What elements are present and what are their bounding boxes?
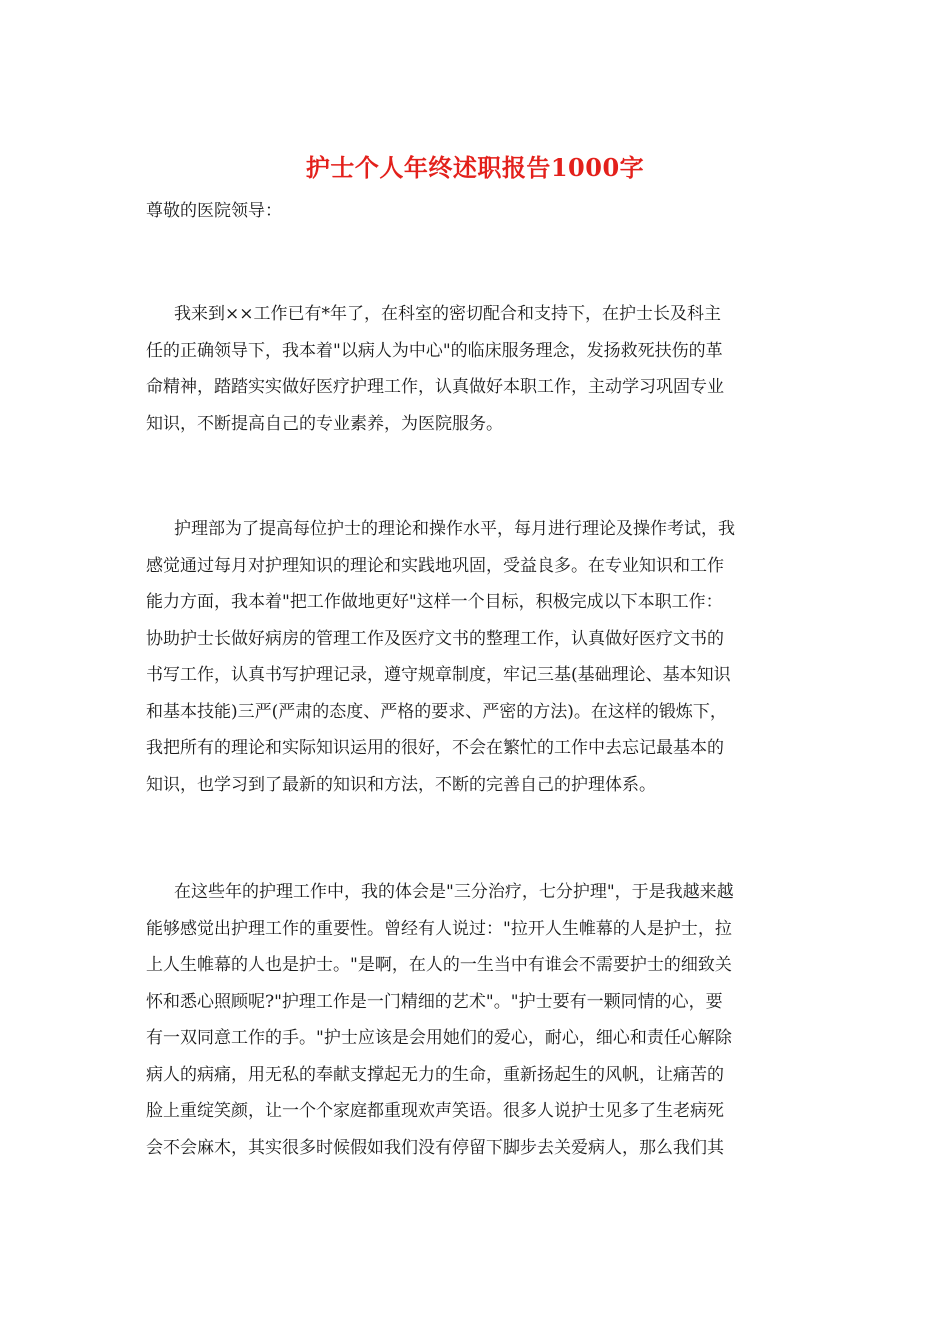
- paragraph-3: [146, 874, 810, 1166]
- paragraph-line: 任的正确领导下，我本着"以病人为中心"的临床服务理念，发扬救死扶伤的革: [146, 340, 723, 361]
- document-title: 护士个人年终述职报告1000字: [305, 153, 645, 182]
- paragraph-line: 护理部为了提高每位护士的理论和操作水平，每月进行理论及操作考试，我: [174, 519, 735, 539]
- paragraph-line: 我把所有的理论和实际知识运用的很好，不会在繁忙的工作中去忘记最基本的: [146, 738, 724, 758]
- paragraph-line: 能够感觉出护理工作的重要性。曾经有人说过："拉开人生帷幕的人是护士，拉: [146, 918, 732, 939]
- paragraph-line: 知识，不断提高自己的专业素养，为医院服务。: [146, 413, 503, 434]
- paragraph-line: 协助护士长做好病房的管理工作及医疗文书的整理工作，认真做好医疗文书的: [146, 628, 724, 649]
- paragraph-line: 会不会麻木，其实很多时候假如我们没有停留下脚步去关爱病人，那么我们其: [146, 1137, 724, 1158]
- paragraph-line: 怀和悉心照顾呢?"护理工作是一门精细的艺术"。"护士要有一颗同情的心，要: [146, 991, 723, 1012]
- paragraph-line: 脸上重绽笑颜，让一个个家庭都重现欢声笑语。很多人说护士见多了生老病死: [146, 1101, 724, 1121]
- paragraph-line: 病人的病痛，用无私的奉献支撑起无力的生命，重新扬起生的风帆，让痛苦的: [146, 1064, 724, 1085]
- paragraph-1: [146, 296, 810, 442]
- paragraph-line: 我来到××工作已有*年了，在科室的密切配合和支持下，在护士长及科主: [174, 304, 721, 324]
- paragraph-line: 能力方面，我本着"把工作做地更好"这样一个目标，积极完成以下本职工作：: [146, 592, 723, 612]
- paragraph-line: 和基本技能)三严(严肃的态度、严格的要求、严密的方法)。在这样的锻炼下，: [146, 701, 727, 722]
- salutation: 尊敬的医院领导：: [146, 201, 282, 221]
- paragraph-line: 感觉通过每月对护理知识的理论和实践地巩固，受益良多。在专业知识和工作: [146, 555, 724, 576]
- paragraph-line: 上人生帷幕的人也是护士。"是啊，在人的一生当中有谁会不需要护士的细致关: [146, 955, 732, 975]
- paragraph-line: 有一双同意工作的手。"护士应该是会用她们的爱心，耐心，细心和责任心解除: [146, 1028, 732, 1048]
- paragraph-line: 在这些年的护理工作中，我的体会是"三分治疗，七分护理"，于是我越来越: [174, 882, 734, 902]
- paragraph-2: [146, 511, 810, 803]
- paragraph-line: 书写工作，认真书写护理记录，遵守规章制度，牢记三基(基础理论、基本知识: [146, 665, 731, 685]
- paragraph-line: 命精神，踏踏实实做好医疗护理工作，认真做好本职工作，主动学习巩固专业: [146, 377, 724, 397]
- paragraph-line: 知识，也学习到了最新的知识和方法，不断的完善自己的护理体系。: [146, 774, 656, 795]
